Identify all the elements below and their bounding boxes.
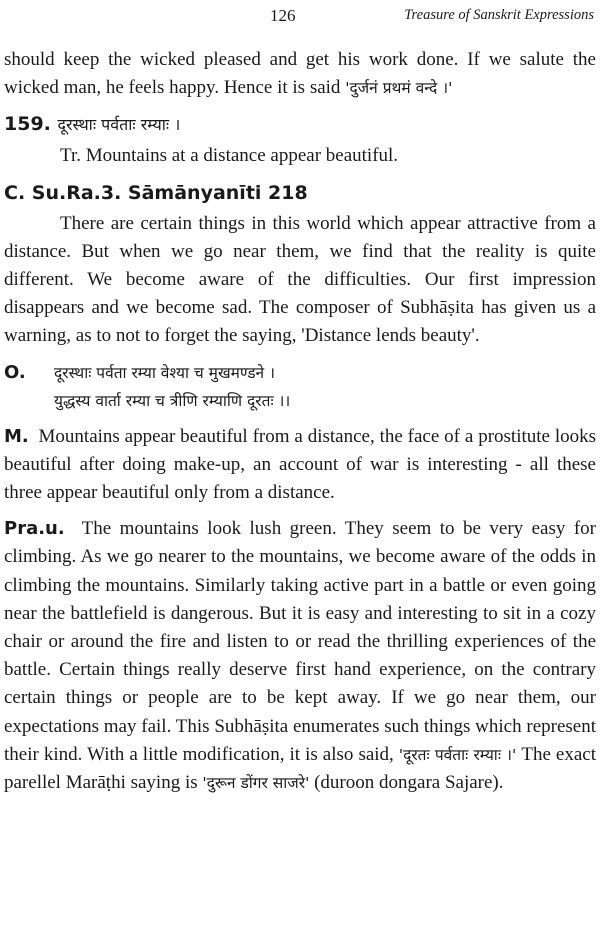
- entry-heading: [4, 110, 596, 139]
- verse-line-1-text: दूरस्थाः पर्वता रम्या वेश्या च मुखमण्डने ।: [54, 363, 275, 382]
- prau-paragraph: [4, 515, 596, 797]
- page-number: 126: [270, 6, 296, 25]
- prau-text-3: (duroon dongara Sajare).: [309, 772, 504, 794]
- prau-text: The mountains look lush green. They seem to be very easy for climbing. As we go nearer to the mountains, we become aware of the odds in climbing the mountains. Similarly taking active part in a battle or even going near the battlefield is dangerous. But it is easy and interesting to sit in a cozy chair or around the fire and listen to or read the thrilling experiences of the battle. Certain things really deserve first hand experience, on the contrary certain things or people are to be kept away. If we go near them, our expectations may fail. This Subhāṣita enumerates such things which represent their kind. With a little modification, it is also said,: [4, 518, 596, 765]
- running-header: [0, 4, 600, 28]
- meaning-text: Mountains appear beautiful from a distance, the face of a prostitute looks beautiful after doing make-up, an account of war is interesting - all these three appear beautiful only from a distance.: [4, 425, 597, 504]
- entry-number: 159.: [4, 113, 51, 136]
- prau-sanskrit-quote: 'दूरतः पर्वताः रम्याः ।': [398, 745, 517, 764]
- original-label: O.: [4, 361, 26, 383]
- intro-text: should keep the wicked pleased and get his work done. If we salute the wicked man, he feels happy. Hence it is said: [4, 49, 596, 99]
- intro-sanskrit-quote: 'दुर्जनं प्रथमं वन्दे ।': [345, 79, 453, 98]
- intro-paragraph: [4, 46, 596, 102]
- page-body: [4, 46, 596, 797]
- prau-text-2: The exact parellel Marāṭhi saying is: [4, 743, 596, 794]
- meaning-paragraph: [4, 423, 596, 508]
- entry-sanskrit: दूरस्थाः पर्वताः रम्याः ।: [57, 115, 181, 135]
- verse-line-1: [4, 359, 596, 387]
- source-heading: C. Su.Ra.3. Sāmānyanīti 218: [4, 181, 308, 204]
- meaning-label: M.: [4, 425, 29, 447]
- source-paragraph: There are certain things in this world which appear attractive from a distance. But when we go near them, we find that the reality is quite different. We become aware of the difficulties. Our first impression disappears and we become sad. The composer of Subhāṣita has given us a warning, as to not to forget the saying, 'Distance lends beauty'.: [4, 212, 596, 347]
- verse-line-2: युद्धस्य वार्ता रम्या च त्रीणि रम्याणि दूरतः ।।: [54, 391, 291, 410]
- prau-label: Pra.u.: [4, 518, 65, 540]
- entry-translation: Tr. Mountains at a distance appear beautiful.: [60, 145, 399, 167]
- original-verse: [4, 359, 596, 415]
- running-title: Treasure of Sanskrit Expressions: [404, 7, 594, 23]
- prau-marathi-quote: 'दुरून डोंगर साजरे': [202, 774, 310, 793]
